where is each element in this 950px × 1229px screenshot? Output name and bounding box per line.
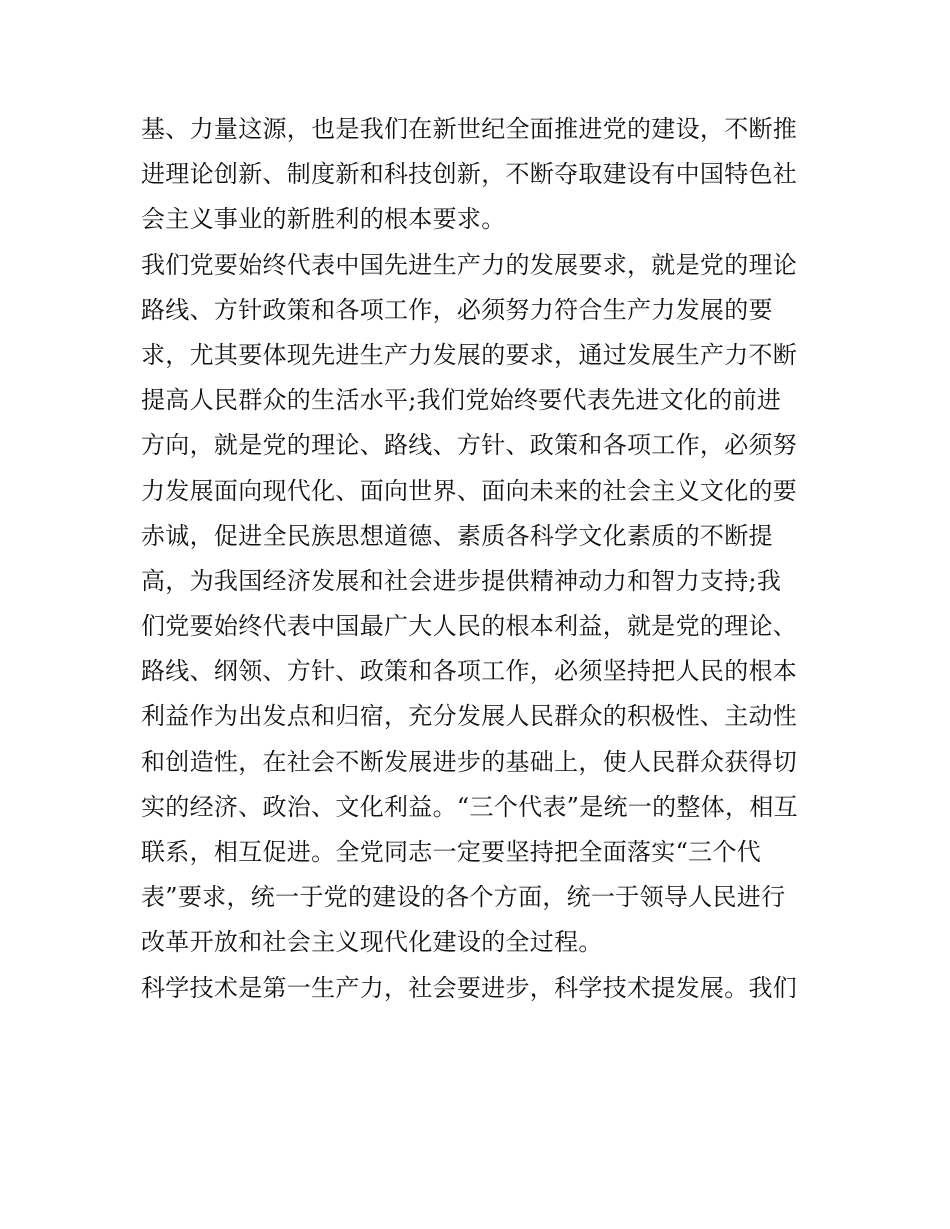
text-line: 进理论创新、制度新和科技创新，不断夺取建设有中国特色社 (141, 160, 798, 189)
body-text (141, 107, 821, 1011)
text-line: 路线、方针政策和各项工作，必须努力符合生产力发展的要 (141, 295, 773, 324)
text-line: 赤诚，促进全民族思想道德、素质各科学文化素质的不断提 (141, 521, 773, 550)
text-line: 改革开放和社会主义现代化建设的全过程。 (141, 928, 603, 957)
text-line: 提高人民群众的生活水平;我们党始终要代表先进文化的前进 (141, 386, 782, 415)
text-line: 和创造性，在社会不断发展进步的基础上，使人民群众获得切 (141, 747, 798, 776)
text-line: 利益作为出发点和归宿，充分发展人民群众的积极性、主动性 (141, 702, 798, 731)
text-line: 力发展面向现代化、面向世界、面向未来的社会主义文化的要 (141, 476, 798, 505)
text-line: 路线、纲领、方针、政策和各项工作，必须坚持把人民的根本 (141, 657, 798, 686)
text-line: 们党要始终代表中国最广大人民的根本利益，就是党的理论、 (141, 612, 798, 641)
text-line: 联系，相互促进。全党同志一定要坚持把全面落实“三个代 (141, 838, 762, 866)
text-line: 会主义事业的新胜利的根本要求。 (141, 205, 506, 234)
text-line: 实的经济、政治、文化利益。“三个代表”是统一的整体，相互 (141, 792, 798, 821)
text-line: 表”要求，统一于党的建设的各个方面，统一于领导人民进行 (141, 883, 786, 912)
text-line: 求，尤其要体现先进生产力发展的要求，通过发展生产力不断 (141, 340, 798, 369)
text-line: 科学技术是第一生产力，社会要进步，科学技术提发展。我们 (141, 973, 798, 1002)
text-line: 高，为我国经济发展和社会进步提供精神动力和智力支持;我 (141, 566, 782, 595)
text-line: 我们党要始终代表中国先进生产力的发展要求，就是党的理论 (141, 250, 798, 279)
text-line: 基、力量这源，也是我们在新世纪全面推进党的建设，不断推 (141, 115, 798, 143)
text-line: 方向，就是党的理论、路线、方针、政策和各项工作，必须努 (141, 431, 798, 460)
